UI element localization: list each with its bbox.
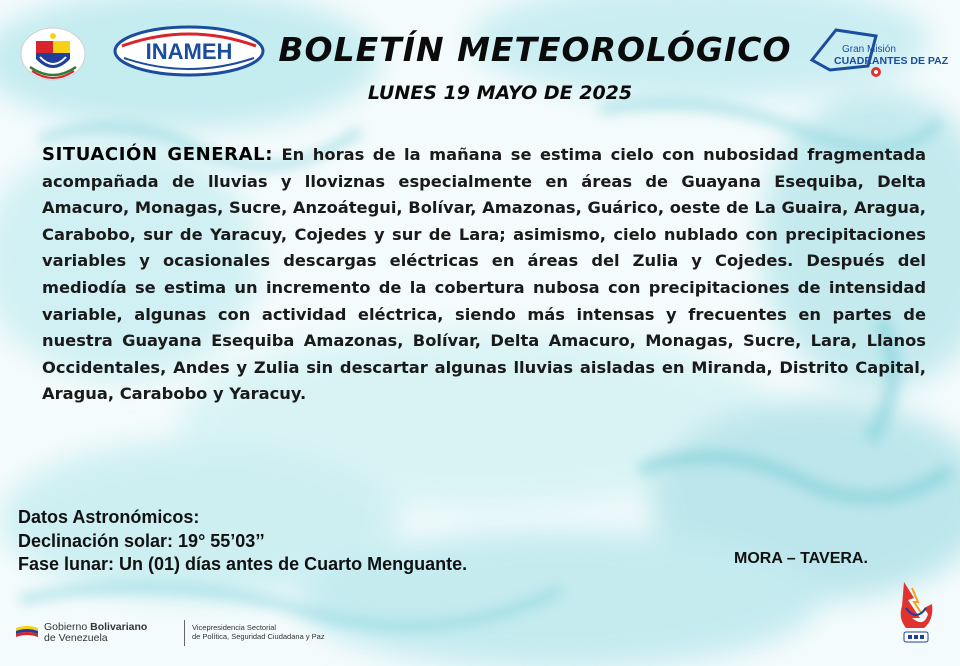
vice-line1: Vicepresidencia Sectorial bbox=[192, 623, 277, 632]
svg-text:CUADRANTES DE PAZ: CUADRANTES DE PAZ bbox=[834, 55, 949, 67]
footer-divider bbox=[184, 620, 185, 646]
gov-line2: de Venezuela bbox=[44, 632, 108, 644]
solar-declination: Declinación solar: 19° 55’03’’ bbox=[18, 530, 265, 551]
astronomical-heading: Datos Astronómicos: bbox=[18, 507, 200, 527]
general-situation-paragraph bbox=[42, 142, 926, 408]
gran-mision-pin-icon bbox=[806, 22, 952, 82]
footer-government bbox=[16, 612, 436, 652]
venezuela-flag-icon bbox=[16, 624, 38, 640]
bulletin-date: LUNES 19 MAYO DE 2025 bbox=[367, 82, 633, 104]
government-name bbox=[44, 622, 147, 644]
general-situation-text: En horas de la mañana se estima cielo con nubosidad fragmentada acompañada de lluvias y lloviznas especialmente en áreas de Guayana Esequiba, Delta Amacuro, Monagas, Sucre, Anzoátegui, Bolívar, Amazonas, Guárico, oeste de La Guaira, Aragua, Carabobo, sur de Yaracuy, Cojedes y sur de Lara; asimismo, cielo nublado con precipitaciones variables y ocasionales descargas eléctricas en áreas del Zulia y Cojedes. Después del mediodía se estima un incremento de la cobertura nubosa con precipitaciones de intensidad variable, algunas con actividad eléctrica, siendo más intensas y frecuentes en partes de nuestra Guayana Esequiba Amazonas, Bolívar, Delta Amacuro, Monagas, Sucre, Lara, Llanos Occidentales, Andes y Zulia sin descartar algunas lluvias aisladas en Miranda, Distrito Capital, Aragua, Carabobo y Yaracuy. bbox=[42, 145, 926, 404]
astronomical-data bbox=[18, 506, 467, 577]
gov-line1-b: Bolivariano bbox=[90, 621, 148, 633]
bulletin-title: BOLETÍN METEOROLÓGICO bbox=[278, 30, 792, 69]
moon-phase: Fase lunar: Un (01) días antes de Cuarto Menguante. bbox=[18, 554, 468, 574]
inameh-logo-icon bbox=[112, 24, 266, 78]
authors-signature: MORA – TAVERA. bbox=[734, 550, 868, 567]
vice-line2: de Política, Seguridad Ciudadana y Paz bbox=[192, 632, 325, 641]
gov-line1-a: Gobierno bbox=[44, 621, 91, 633]
bicentennial-emblem-icon bbox=[894, 578, 938, 650]
venezuela-coat-of-arms-icon bbox=[20, 27, 86, 81]
vicepresidency-name bbox=[192, 623, 325, 641]
svg-text:INAMEH: INAMEH bbox=[145, 39, 233, 64]
svg-text:Gran Misión: Gran Misión bbox=[842, 44, 896, 55]
general-situation-label: SITUACIÓN GENERAL: bbox=[42, 144, 274, 165]
